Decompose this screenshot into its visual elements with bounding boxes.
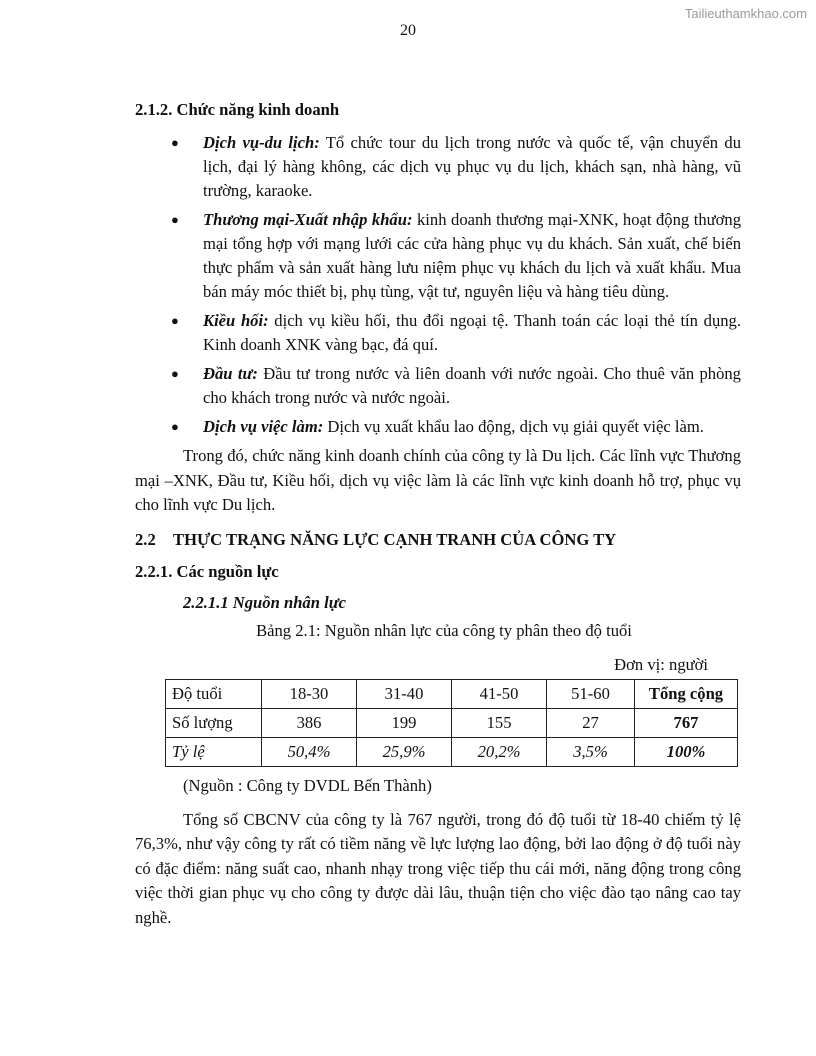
function-text: Tổ chức tour du lịch trong nước và quốc tế, vận chuyển du lịch, đại lý hàng không, các dịch vụ phục vụ du lịch, khách sạn, nhà hàng, vũ trường, karaoke.	[203, 133, 741, 200]
table-cell: 50,4%	[262, 737, 357, 766]
function-text: Dịch vụ xuất khẩu lao động, dịch vụ giải quyết việc làm.	[323, 417, 704, 436]
section-number: 2.2	[135, 529, 156, 549]
list-item	[135, 309, 741, 357]
page-number: 20	[400, 22, 416, 39]
table-cell: 25,9%	[357, 737, 452, 766]
bullet-icon: ●	[171, 366, 179, 381]
table-unit: Đơn vị: người	[614, 654, 708, 674]
function-text: Đầu tư trong nước và liên doanh với nước ngoài. Cho thuê văn phòng cho khách trong nước và nước ngoài.	[203, 364, 741, 407]
list-item	[135, 208, 741, 304]
section-2-1-2-heading: 2.1.2. Chức năng kinh doanh	[135, 100, 340, 119]
table-caption: Bảng 2.1: Nguồn nhân lực của công ty phân theo độ tuổi	[256, 620, 632, 640]
bullet-icon: ●	[171, 313, 179, 328]
business-functions-list	[135, 131, 741, 439]
workforce-age-table	[165, 679, 738, 767]
list-item	[135, 131, 741, 203]
list-item	[135, 415, 741, 439]
table-cell: 41-50	[452, 679, 547, 708]
table-cell: 3,5%	[547, 737, 635, 766]
bullet-icon: ●	[171, 419, 179, 434]
table-cell: 31-40	[357, 679, 452, 708]
list-item	[135, 362, 741, 410]
table-cell: Tổng cộng	[635, 679, 738, 708]
table-header-row	[166, 679, 738, 708]
table-cell: Tỷ lệ	[166, 737, 262, 766]
section-title: THỰC TRẠNG NĂNG LỰC CẠNH TRANH CỦA CÔNG TY	[173, 529, 617, 549]
bullet-icon: ●	[171, 212, 179, 227]
section-2-2-1-1-heading: 2.2.1.1 Nguồn nhân lực	[183, 592, 347, 612]
summary-paragraph: Tổng số CBCNV của công ty là 767 người, trong đó độ tuổi từ 18-40 chiếm tỷ lệ 76,3%, như vậy công ty rất có tiềm năng về lực lượng lao động, bởi lao động ở độ tuổi này có đặc điểm: năng suất cao, nhanh nhạy trong việc tiếp thu cái mới, năng động trong công việc thời gian phục vụ cho công ty được dài lâu, thuận tiện cho việc đào tạo nâng cao tay nghề.	[135, 809, 741, 927]
function-text: kinh doanh thương mại-XNK, hoạt động thương mại tổng hợp với mạng lưới các cửa hàng phục vụ du khách. Sản xuất, chế biến thực phẩm và sản xuất hàng lưu niệm phục vụ khách du lịch và xuất khẩu. Mua bán máy móc thiết bị, phụ tùng, vật tư, nguyên liệu và hàng tiêu dùng.	[203, 210, 741, 301]
table-cell: 155	[452, 708, 547, 737]
function-term: Dịch vụ-du lịch:	[203, 133, 320, 152]
table-cell: 20,2%	[452, 737, 547, 766]
table-cell: 100%	[635, 737, 738, 766]
table-cell: 18-30	[262, 679, 357, 708]
function-term: Thương mại-Xuất nhập khẩu:	[203, 210, 413, 229]
main-business-paragraph: Trong đó, chức năng kinh doanh chính của công ty là Du lịch. Các lĩnh vực Thương mại –XNK, Đầu tư, Kiều hối, dịch vụ việc làm là các lĩnh vực kinh doanh hỗ trợ, phục vụ cho lĩnh vực Du lịch.	[135, 446, 741, 514]
table-cell: 386	[262, 708, 357, 737]
page-content	[135, 98, 741, 940]
function-term: Dịch vụ việc làm:	[203, 417, 324, 436]
table-cell: 767	[635, 708, 738, 737]
section-2-2-1-heading: 2.2.1. Các nguồn lực	[135, 561, 279, 581]
table-row	[166, 737, 738, 766]
function-text: dịch vụ kiều hối, thu đổi ngoại tệ. Thanh toán các loại thẻ tín dụng. Kinh doanh XNK vàng bạc, đá quí.	[203, 311, 741, 354]
table-cell: 199	[357, 708, 452, 737]
table-cell: Số lượng	[166, 708, 262, 737]
table-cell: 27	[547, 708, 635, 737]
watermark: Tailieuthamkhao.com	[684, 6, 807, 21]
table-source: (Nguồn : Công ty DVDL Bến Thành)	[183, 775, 432, 795]
table-row	[166, 708, 738, 737]
function-term: Đầu tư:	[203, 364, 258, 383]
bullet-icon: ●	[171, 135, 179, 150]
section-2-2-heading	[135, 528, 741, 552]
table-cell: 51-60	[547, 679, 635, 708]
table-cell: Độ tuổi	[166, 679, 262, 708]
function-term: Kiều hối:	[203, 311, 269, 330]
